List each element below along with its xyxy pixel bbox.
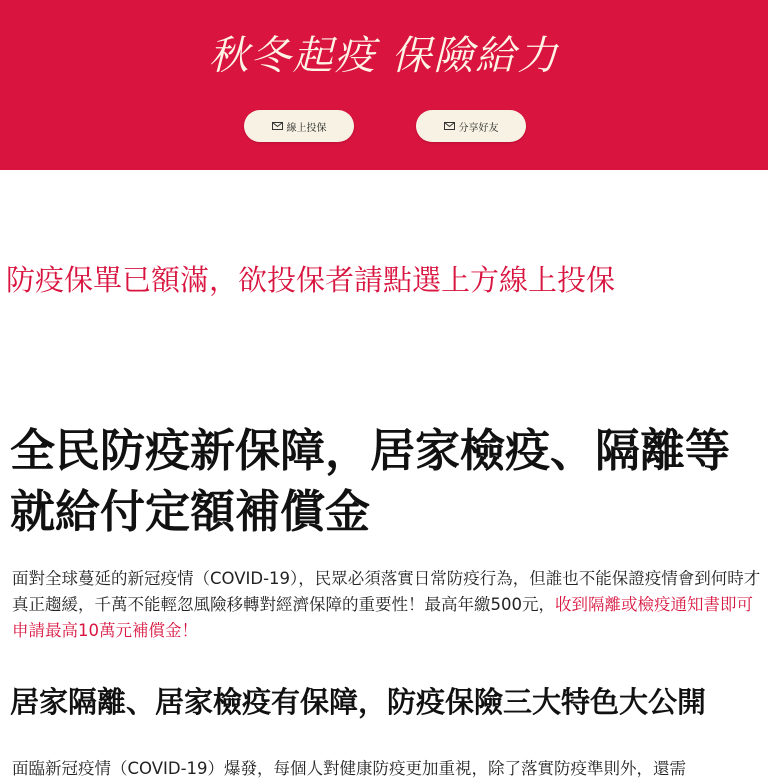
intro-text: 面對全球蔓延的新冠疫情（COVID-19），民眾必須落實日常防疫行為，但誰也不能保證疫情會到何時才真正趨緩，千萬不能輕忽風險移轉對經濟保障的重要性！最高年繳500元，	[12, 569, 761, 614]
share-friends-label: 分享好友	[458, 122, 499, 134]
online-insure-button[interactable]	[244, 110, 354, 142]
mail-icon	[444, 122, 455, 130]
hero-banner	[0, 0, 768, 170]
intro-highlight: 收到隔離或檢疫通知書即可申請最高10萬元補償金！	[12, 595, 753, 640]
mail-icon	[272, 122, 283, 130]
online-insure-label: 線上投保	[286, 122, 327, 134]
intro-paragraph	[12, 566, 764, 644]
hero-title: 秋冬起疫 保險給力	[208, 33, 560, 79]
section-title: 居家隔離、居家檢疫有保障，防疫保險三大特色大公開	[10, 685, 707, 719]
section-paragraph: 面臨新冠疫情（COVID-19）爆發，每個人對健康防疫更加重視，除了落實防疫準則外，還需	[12, 759, 687, 778]
quota-full-notice: 防疫保單已額滿，欲投保者請點選上方線上投保	[6, 263, 616, 297]
share-friends-button[interactable]	[416, 110, 526, 142]
page-title: 全民防疫新保障，居家檢疫、隔離等就給付定額補償金	[10, 424, 731, 538]
